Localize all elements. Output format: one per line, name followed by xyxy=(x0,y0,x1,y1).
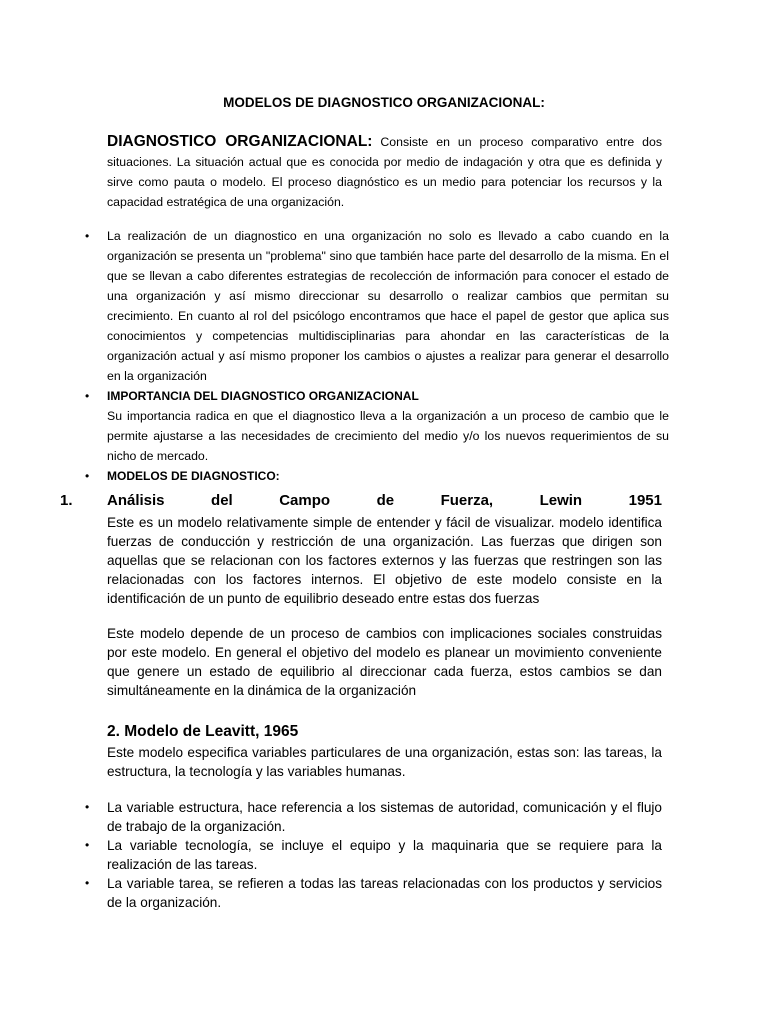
bullet-icon: • xyxy=(85,876,90,890)
bullet-list xyxy=(85,226,669,486)
bullet-text: La variable tarea, se refieren a todas las tareas relacionadas con los productos y servicios de la organización. xyxy=(107,876,662,910)
list-item xyxy=(85,226,669,386)
section-heading-importancia: IMPORTANCIA DEL DIAGNOSTICO ORGANIZACIONAL xyxy=(107,389,419,403)
model2-title: 2. Modelo de Leavitt, 1965 xyxy=(107,723,299,740)
intro-term: DIAGNOSTICO ORGANIZACIONAL: xyxy=(107,133,373,150)
list-item xyxy=(85,466,669,486)
bullet-text: La variable estructura, hace referencia a los sistemas de autoridad, comunicación y el flujo de trabajo de la organización. xyxy=(107,800,662,834)
model1-heading xyxy=(60,491,662,511)
list-item xyxy=(85,836,662,874)
model1-number: 1. xyxy=(60,492,73,509)
model1-title-word: de xyxy=(376,492,395,509)
list-item xyxy=(85,386,669,466)
bullet-icon: • xyxy=(85,800,90,814)
model1-title-word: Lewin xyxy=(539,492,583,509)
list-item xyxy=(85,798,662,836)
model1-title-word: Fuerza, xyxy=(440,492,494,509)
bullet-text: La variable tecnología, se incluye el equipo y la maquinaria que se requiere para la realización de las tareas. xyxy=(107,838,662,872)
model2-paragraph: Este modelo especifica variables particulares de una organización, estas son: las tareas, la estructura, la tecnología y las variables humanas. xyxy=(107,745,662,779)
bullet-icon: • xyxy=(85,469,90,483)
model1-title-word: Análisis xyxy=(107,492,165,509)
model1-title-word: Campo xyxy=(279,492,331,509)
intro-paragraph xyxy=(107,132,662,212)
bullet-icon: • xyxy=(85,229,90,243)
bullet-icon: • xyxy=(85,838,90,852)
model1-paragraph-2: Este modelo depende de un proceso de cambios con implicaciones sociales construidas por este modelo. En general el objetivo del modelo es planear un movimiento conveniente que genere un estado de equilibrio al direccionar cada fuerza, estos cambios se dan simultáneamente en la dinámica de la organización xyxy=(107,626,662,698)
list-item xyxy=(85,874,662,912)
bullet-text: Su importancia radica en que el diagnostico lleva a la organización a un proceso de cambio que le permite ajustarse a las necesidades de crecimiento del medio y/o los nuevos requerimientos de su nicho de mercado. xyxy=(107,409,669,463)
document-title: MODELOS DE DIAGNOSTICO ORGANIZACIONAL: xyxy=(223,95,545,110)
model1-title xyxy=(107,491,662,511)
bullet-icon: • xyxy=(85,389,90,403)
intro-text: Consiste en un proceso comparativo entre dos situaciones. La situación actual que es conocida por medio de indagación y otra que es definida y sirve como pauta o modelo. El proceso diagnóstico es un medio para potenciar los recursos y la capacidad estratégica de una organización. xyxy=(107,135,662,209)
model2-bullet-list xyxy=(85,798,662,912)
model1-title-word: 1951 xyxy=(628,492,662,509)
section-heading-modelos: MODELOS DE DIAGNOSTICO: xyxy=(107,469,280,483)
model1-paragraph-1: Este es un modelo relativamente simple de entender y fácil de visualizar. modelo identifica fuerzas de conducción y restricción de una organización. Las fuerzas que dirigen son aquellas que se relacionan con los factores externos y las fuerzas que restringen son las relacionadas con los factores internos. El objetivo de este modelo consiste en la identificación de un punto de equilibrio deseado entre estas dos fuerzas xyxy=(107,515,662,606)
model1-title-word: del xyxy=(211,492,233,509)
bullet-text: La realización de un diagnostico en una organización no solo es llevado a cabo cuando en la organización se presenta un "problema" sino que también hace parte del desarrollo de la misma. En el que se llevan a cabo diferentes estrategias de recolección de información para conocer el estado de una organización y así mismo direccionar su desarrollo o realizar cambios que permitan su crecimiento. En cuanto al rol del psicólogo encontramos que hace el papel de gestor que aplica sus conocimientos y competencias multidisciplinarias para ahondar en las características de la organización actual y así mismo proponer los cambios o ajustes a realizar para generar el desarrollo en la organización xyxy=(107,229,669,383)
